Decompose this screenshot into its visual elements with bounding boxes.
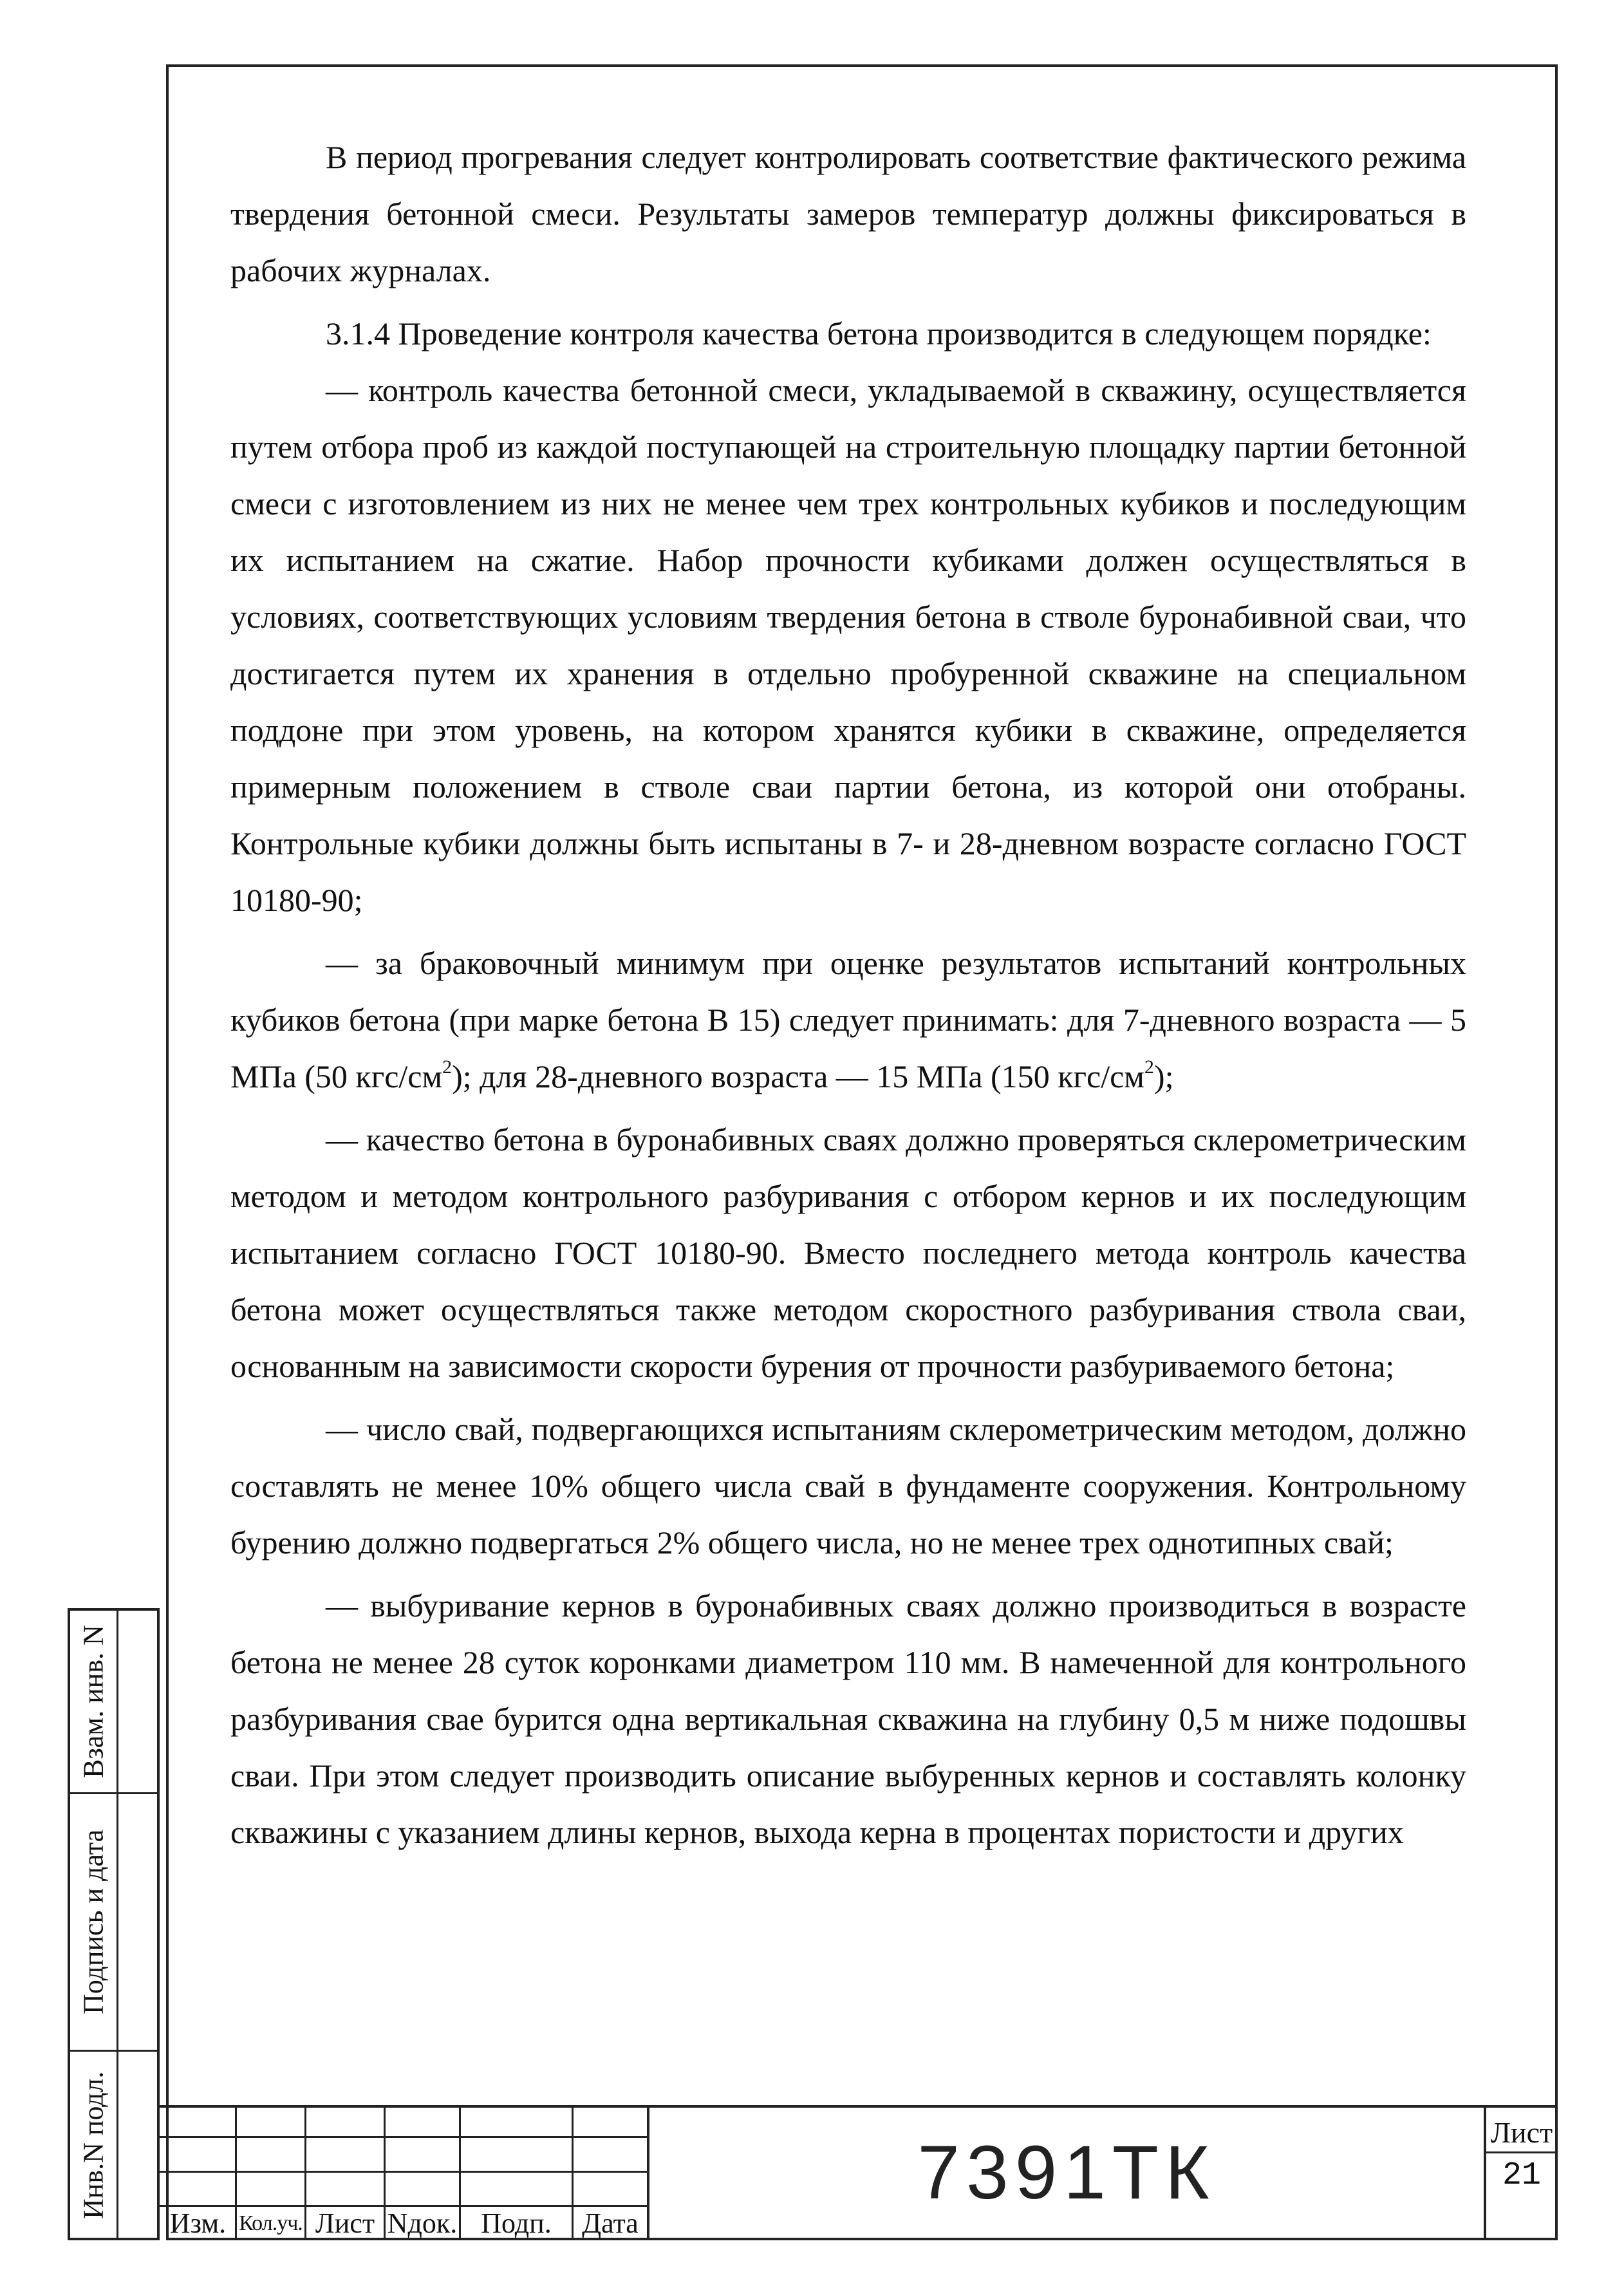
paragraph-section-3-1-4: 3.1.4 Проведение контроля качества бетона производится в следующем порядке: xyxy=(326,315,1432,351)
text-run: ); xyxy=(1153,1058,1174,1094)
header-kol-uch: Кол.уч. xyxy=(239,2211,303,2235)
header-list: Лист xyxy=(315,2207,375,2239)
document-code: 7391ТК xyxy=(917,2130,1216,2215)
header-izm: Изм. xyxy=(169,2207,227,2239)
paragraph-pile-count: — число свай, подвергающихся испытаниям склерометрическим методом, должно составлять не менее 10% общего числа свай в фундаменте сооружения. Контрольному бурению должно подвергаться 2% общего числа, но не менее трех однотипных свай; xyxy=(230,1411,1466,1560)
text-run: ); для 28-дневного возраста — 15 МПа (150 кгс/см xyxy=(452,1058,1144,1094)
stamp-label-inv: Инв.N подл. xyxy=(77,2071,109,2219)
document-body xyxy=(230,129,1466,1860)
superscript: 2 xyxy=(1144,1056,1154,1078)
paragraph-pile-quality: — качество бетона в буронабивных сваях должно проверяться склерометрическим методом и методом контрольного разбуривания с отбором кернов и их последующим испытанием согласно ГОСТ 10180-90. Вместо последнего метода контроль качества бетона может осуществляться также методом скоростного разбуривания ствола сваи, основанным на зависимости скорости бурения от прочности разбуриваемого бетона; xyxy=(230,1121,1466,1384)
title-block-row-line xyxy=(160,2171,649,2173)
paragraph-concrete-mix-control: — контроль качества бетонной смеси, укладываемой в скважину, осуществляется путем отбора проб из каждой поступающей на строительную площадку партии бетонной смеси с изготовлением из них не менее чем трех контрольных кубиков и последующим их испытанием на сжатие. Набор прочности кубиками должен осуществляться в условиях, соответствующих условиям твердения бетона в стволе буронабивной сваи, что достигается путем их хранения в отдельно пробуренной скважине на специальном поддоне при этом уровень, на котором хранятся кубики в скважине, определяется примерным положением в стволе сваи партии бетона, из которой они отобраны. Контрольные кубики должны быть испытаны в 7- и 28-дневном возрасте согласно ГОСТ 10180-90; xyxy=(230,372,1466,918)
stamp-label-podpis: Подпись и дата xyxy=(77,1829,109,2015)
header-podp: Подп. xyxy=(481,2207,552,2239)
title-block-row-line xyxy=(160,2136,649,2138)
sheet-label: Лист xyxy=(1490,2116,1553,2149)
paragraph-core-drilling: — выбуривание кернов в буронабивных сваях должно производиться в возрасте бетона не менее 28 суток коронками диаметром 110 мм. В намеченной для контрольного разбуривания свае бурится одна вертикальная скважина на глубину 0,5 м ниже подошвы сваи. При этом следует производить описание выбуренных кернов и составлять колонку скважины с указанием длины кернов, выхода керна в процентах пористости и других xyxy=(230,1588,1466,1850)
stamp-divider xyxy=(117,1611,118,2238)
header-ndok: Nдок. xyxy=(387,2207,458,2239)
paragraph-rejection-minimum xyxy=(230,935,1466,1105)
sheet-number: 21 xyxy=(1502,2157,1541,2194)
header-data: Дата xyxy=(582,2207,639,2239)
superscript: 2 xyxy=(442,1056,453,1078)
stamp-label-vzam: Взам. инв. N xyxy=(77,1625,109,1778)
text-run: — за браковочный минимум при оценке результатов испытаний контрольных кубиков бетона (при марке бетона В 15) следует принимать: для 7-дневного возраста — 5 МПа (50 кгс/см xyxy=(230,945,1466,1094)
side-stamp xyxy=(68,1608,160,2240)
paragraph-heating-control: В период прогревания следует контролировать соответствие фактического режима твердения бетонной смеси. Результаты замеров температур должны фиксироваться в рабочих журналах. xyxy=(230,139,1466,288)
